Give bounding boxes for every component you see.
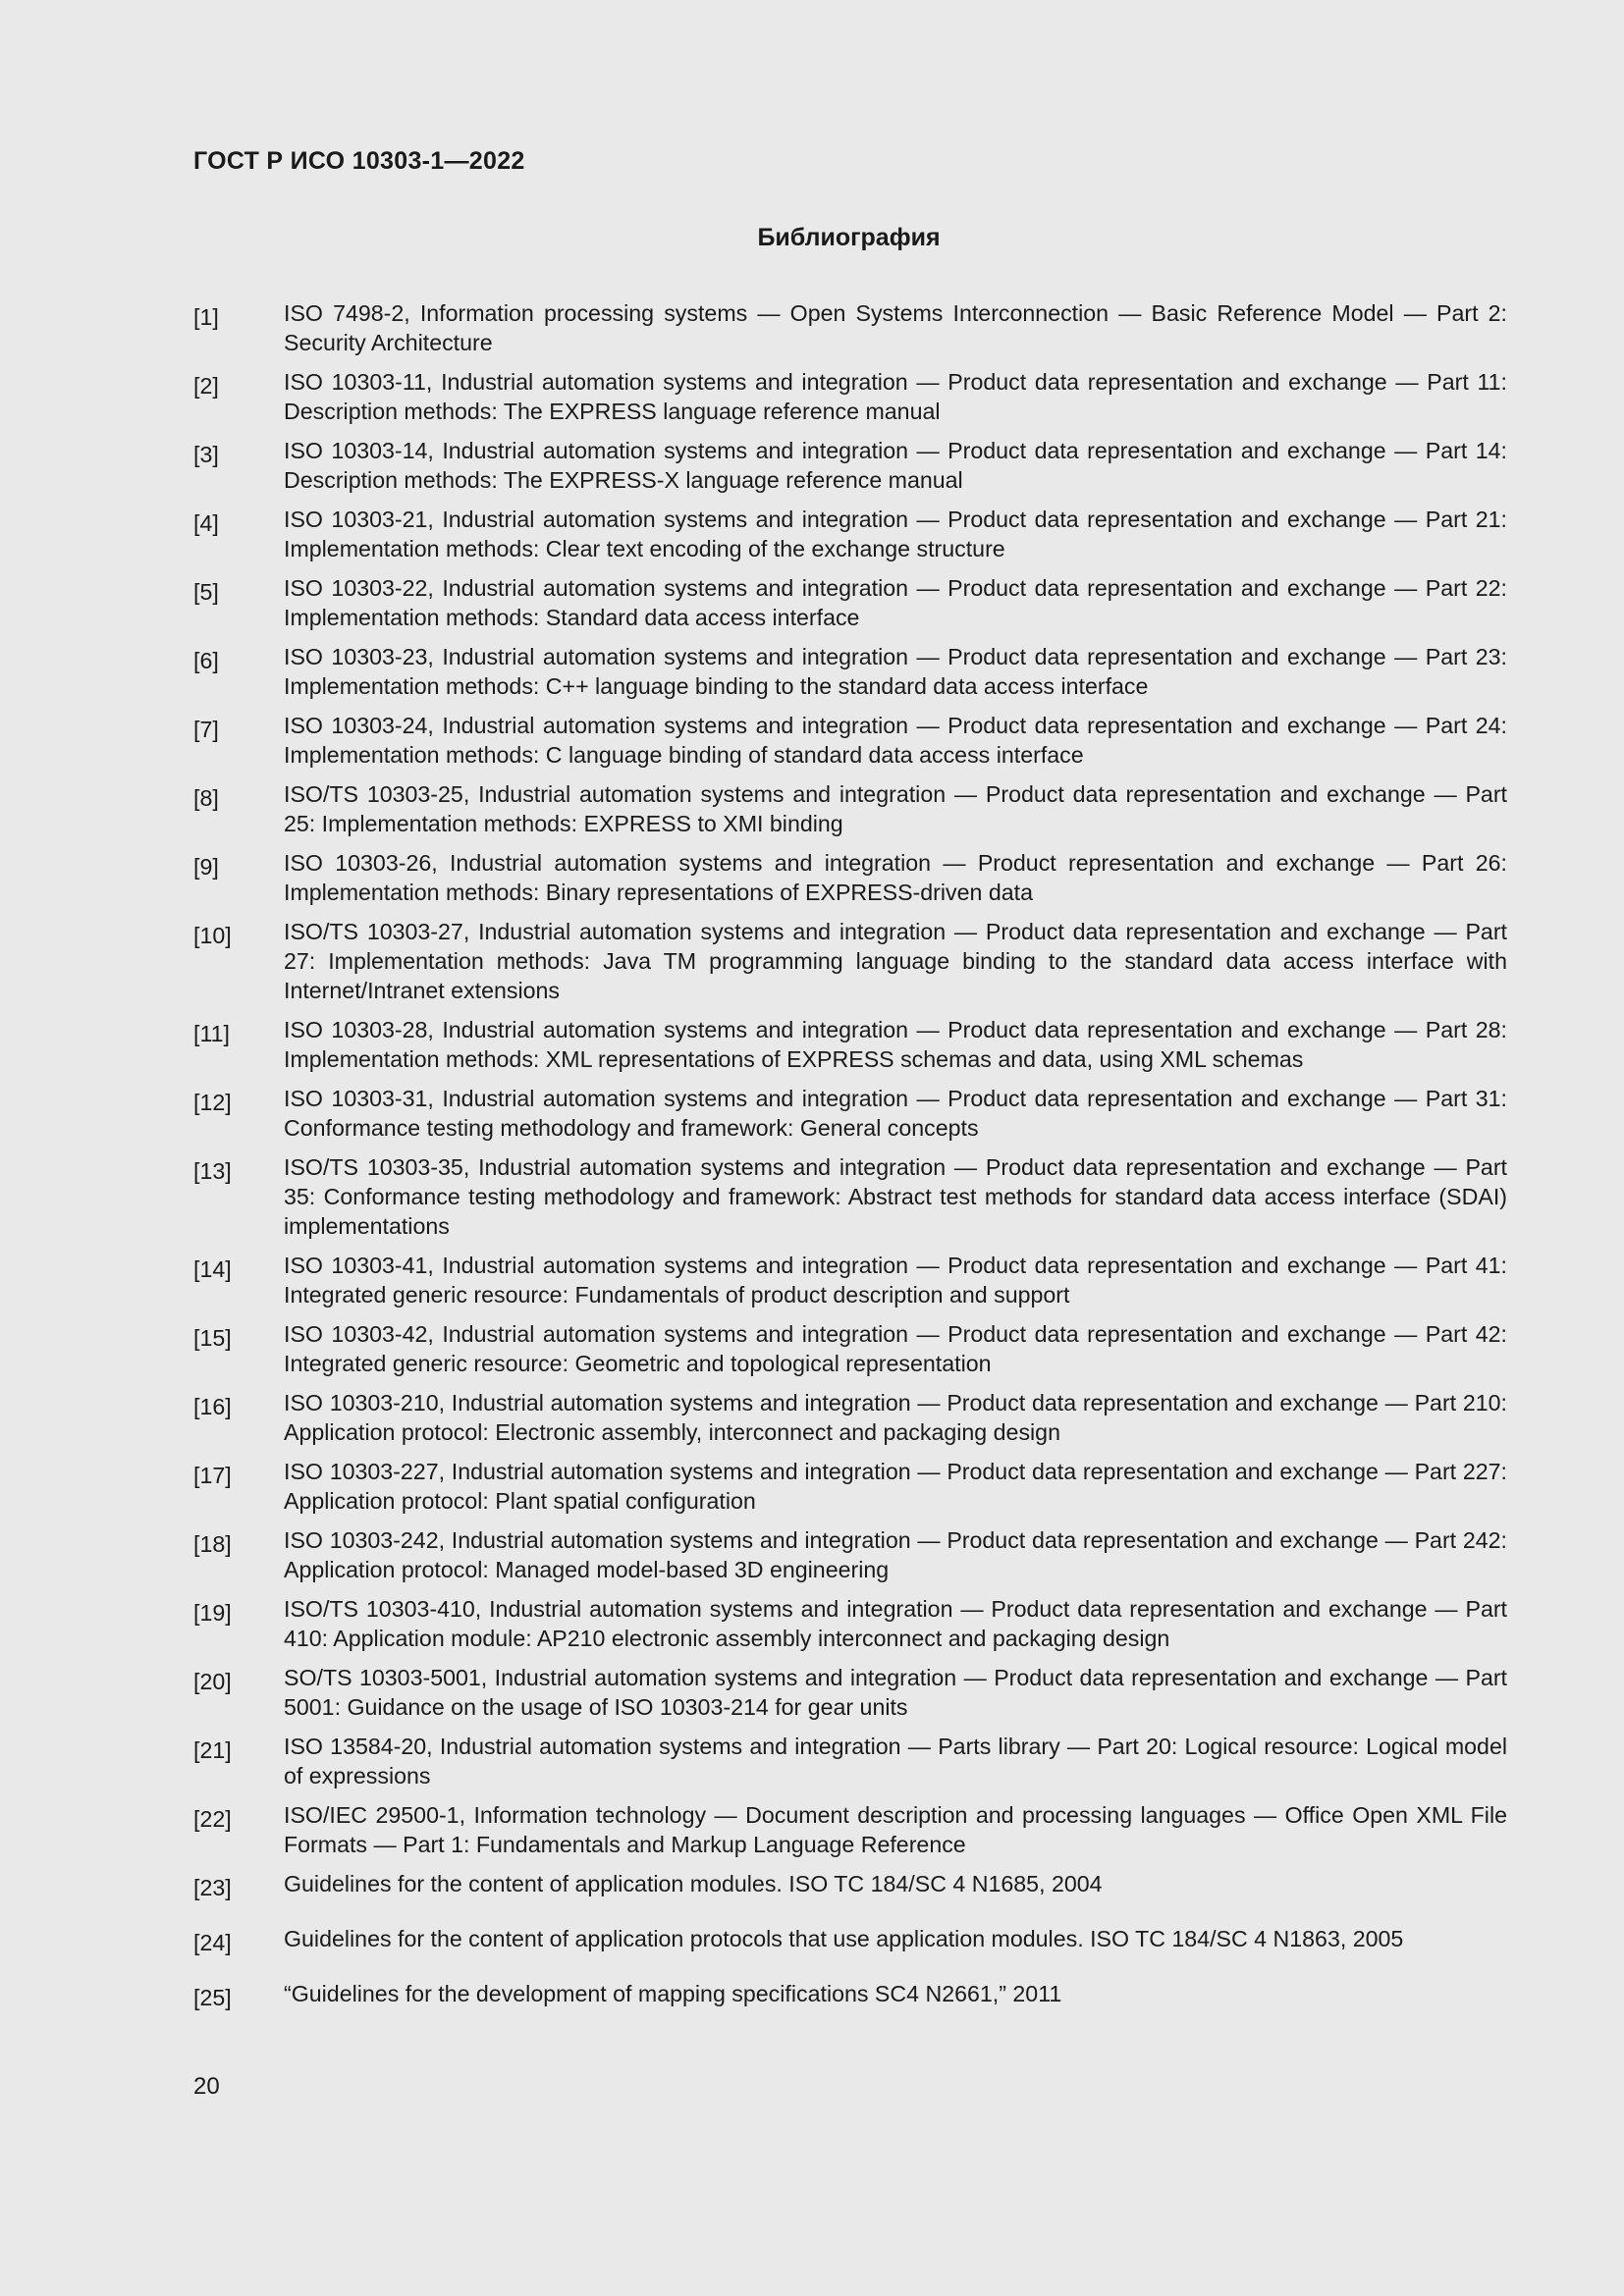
- reference-number: [15]: [193, 1325, 232, 1351]
- reference-number: [22]: [193, 1806, 232, 1832]
- reference-item-23: [193, 1869, 1507, 1902]
- reference-number: [5]: [193, 579, 219, 605]
- reference-text: ISO 10303-22, Industrial automation systems and integration — Product data representation and exchange — Part 22: Implementation methods: Standard data access interface: [284, 575, 1507, 630]
- reference-item-18: [193, 1525, 1507, 1584]
- reference-number: [1]: [193, 304, 219, 330]
- reference-item-4: [193, 505, 1507, 563]
- reference-item-24: [193, 1924, 1507, 1957]
- reference-number: [7]: [193, 717, 219, 742]
- reference-item-11: [193, 1015, 1507, 1074]
- reference-number: [10]: [193, 923, 232, 948]
- reference-item-3: [193, 436, 1507, 495]
- reference-number: [12]: [193, 1090, 232, 1115]
- reference-item-1: [193, 298, 1507, 357]
- document-code-header: ГОСТ Р ИСО 10303-1—2022: [193, 147, 525, 175]
- reference-text: SO/TS 10303-5001, Industrial automation systems and integration — Product data representation and exchange — Part 5001: Guidance on the usage of ISO 10303-214 for gear units: [284, 1665, 1507, 1720]
- reference-number: [2]: [193, 373, 219, 399]
- reference-item-7: [193, 711, 1507, 770]
- reference-number: [8]: [193, 785, 219, 811]
- reference-text: ISO 10303-227, Industrial automation systems and integration — Product data representation and exchange — Part 227: Application protocol: Plant spatial configuration: [284, 1459, 1507, 1514]
- bibliography-list: [193, 298, 1507, 2034]
- page-number: 20: [193, 2073, 220, 2100]
- reference-text: ISO 10303-23, Industrial automation systems and integration — Product data representation and exchange — Part 23: Implementation methods: C++ language binding to the standard data access interface: [284, 644, 1507, 699]
- reference-text: ISO/TS 10303-25, Industrial automation systems and integration — Product data representation and exchange — Part 25: Implementation methods: EXPRESS to XMI binding: [284, 781, 1507, 836]
- reference-text: ISO/TS 10303-35, Industrial automation systems and integration — Product data representation and exchange — Part 35: Conformance testing methodology and framework: Abstract test methods for standard data access interface (SDAI) implementations: [284, 1154, 1507, 1239]
- reference-text: ISO 10303-24, Industrial automation systems and integration — Product data representation and exchange — Part 24: Implementation methods: C language binding of standard data access interface: [284, 713, 1507, 768]
- reference-text: ISO 10303-28, Industrial automation systems and integration — Product data representation and exchange — Part 28: Implementation methods: XML representations of EXPRESS schemas and data, using XML schemas: [284, 1017, 1507, 1072]
- reference-number: [13]: [193, 1158, 232, 1184]
- reference-text: ISO 10303-210, Industrial automation systems and integration — Product data representation and exchange — Part 210: Application protocol: Electronic assembly, interconnect and packaging design: [284, 1390, 1507, 1445]
- reference-text: ISO 10303-14, Industrial automation systems and integration — Product data representation and exchange — Part 14: Description methods: The EXPRESS-X language reference manual: [284, 438, 1507, 493]
- reference-number: [14]: [193, 1256, 232, 1282]
- reference-text: ISO 10303-21, Industrial automation systems and integration — Product data representation and exchange — Part 21: Implementation methods: Clear text encoding of the exchange structure: [284, 507, 1507, 561]
- reference-number: [21]: [193, 1737, 232, 1763]
- reference-text: ISO 10303-26, Industrial automation systems and integration — Product representation and exchange — Part 26: Implementation methods: Binary representations of EXPRESS-driven data: [284, 850, 1507, 905]
- reference-item-22: [193, 1800, 1507, 1859]
- reference-text: ISO/TS 10303-27, Industrial automation systems and integration — Product data representation and exchange — Part 27: Implementation methods: Java TM programming language binding to the standard data access interface with Internet/Intranet extensions: [284, 919, 1507, 1003]
- reference-text: ISO 7498-2, Information processing systems — Open Systems Interconnection — Basic Reference Model — Part 2: Security Architecture: [284, 300, 1507, 355]
- reference-item-10: [193, 917, 1507, 1005]
- reference-text: Guidelines for the content of application protocols that use application modules. ISO TC 184/SC 4 N1863, 2005: [284, 1926, 1404, 1951]
- bibliography-title: Библиография: [757, 224, 941, 251]
- reference-number: [16]: [193, 1394, 232, 1419]
- reference-text: ISO 10303-41, Industrial automation systems and integration — Product data representation and exchange — Part 41: Integrated generic resource: Fundamentals of product description and support: [284, 1253, 1507, 1308]
- reference-item-25: [193, 1979, 1507, 2012]
- reference-item-15: [193, 1319, 1507, 1378]
- reference-number: [23]: [193, 1875, 232, 1900]
- reference-number: [25]: [193, 1985, 232, 2010]
- reference-item-5: [193, 573, 1507, 632]
- reference-item-21: [193, 1732, 1507, 1790]
- reference-item-13: [193, 1152, 1507, 1241]
- reference-item-6: [193, 642, 1507, 701]
- reference-item-8: [193, 779, 1507, 838]
- reference-item-12: [193, 1084, 1507, 1143]
- reference-text: ISO 10303-42, Industrial automation systems and integration — Product data representation and exchange — Part 42: Integrated generic resource: Geometric and topological representation: [284, 1321, 1507, 1376]
- reference-text: Guidelines for the content of application modules. ISO TC 184/SC 4 N1685, 2004: [284, 1871, 1103, 1896]
- reference-number: [9]: [193, 854, 219, 880]
- reference-item-16: [193, 1388, 1507, 1447]
- reference-number: [4]: [193, 510, 219, 536]
- reference-number: [24]: [193, 1930, 232, 1955]
- reference-number: [20]: [193, 1669, 232, 1694]
- reference-text: ISO/IEC 29500-1, Information technology — Document description and processing languages — Office Open XML File Formats — Part 1: Fundamentals and Markup Language Reference: [284, 1802, 1507, 1857]
- reference-item-20: [193, 1663, 1507, 1722]
- reference-text: ISO 10303-31, Industrial automation systems and integration — Product data representation and exchange — Part 31: Conformance testing methodology and framework: General concepts: [284, 1086, 1507, 1141]
- reference-text: ISO 10303-11, Industrial automation systems and integration — Product data representation and exchange — Part 11: Description methods: The EXPRESS language reference manual: [284, 369, 1507, 424]
- reference-item-2: [193, 367, 1507, 426]
- reference-number: [3]: [193, 442, 219, 467]
- reference-number: [18]: [193, 1531, 232, 1557]
- reference-text: ISO/TS 10303-410, Industrial automation systems and integration — Product data representation and exchange — Part 410: Application module: AP210 electronic assembly interconnect and packaging design: [284, 1596, 1507, 1651]
- reference-number: [17]: [193, 1463, 232, 1488]
- reference-item-19: [193, 1594, 1507, 1653]
- reference-number: [19]: [193, 1600, 232, 1626]
- reference-number: [6]: [193, 648, 219, 673]
- reference-text: ISO 10303-242, Industrial automation systems and integration — Product data representation and exchange — Part 242: Application protocol: Managed model-based 3D engineering: [284, 1527, 1507, 1582]
- reference-text: “Guidelines for the development of mapping specifications SC4 N2661,” 2011: [284, 1981, 1062, 2006]
- reference-number: [11]: [193, 1021, 230, 1046]
- reference-item-9: [193, 848, 1507, 907]
- reference-item-14: [193, 1251, 1507, 1309]
- reference-item-17: [193, 1457, 1507, 1516]
- reference-text: ISO 13584-20, Industrial automation systems and integration — Parts library — Part 20: Logical resource: Logical model of expressions: [284, 1734, 1507, 1789]
